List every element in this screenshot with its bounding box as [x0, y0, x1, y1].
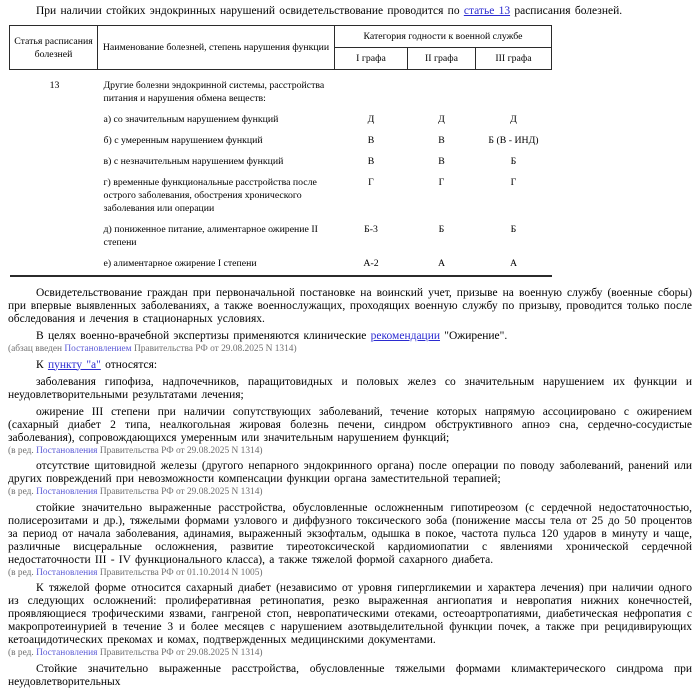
header-grafa-1: I графа: [335, 48, 408, 70]
punkt-a-link[interactable]: пункту "а": [47, 358, 101, 371]
note-text-pre: (в ред.: [8, 445, 37, 456]
grafa-2-cell: Д: [438, 114, 445, 125]
schitovidka-paragraph: отсутствие щитовидной железы (другого непарного эндокринного органа) после операции по поводу заболеваний, ранений или других повреждений при невозможности компенсации функции органа заместительной терапией;: [8, 460, 692, 485]
note-text-post: Правительства РФ от 29.08.2025 N 1314): [97, 445, 263, 456]
intro-paragraph: [8, 5, 692, 18]
intro-text-pre: При наличии стойких эндокринных нарушений освидетельствование проводится по: [36, 5, 464, 17]
edit-note: [8, 648, 692, 659]
disease-name-cell: д) пониженное питание, алиментарное ожирение II степени: [103, 224, 318, 248]
table-row: [10, 113, 552, 134]
grafa-2-cell: В: [438, 135, 445, 146]
grafa-3-cell: Г: [510, 177, 517, 188]
grafa-1-cell: [335, 70, 408, 114]
disease-name-cell: Другие болезни эндокринной системы, расстройства питания и нарушения обмена веществ:: [103, 80, 325, 104]
grafa-3-cell: [476, 70, 552, 114]
note-text-pre: (в ред.: [8, 567, 37, 578]
table-row: [10, 70, 552, 114]
article-number-cell: [10, 223, 98, 257]
table-row: [10, 155, 552, 176]
note-text-pre: (в ред.: [8, 487, 37, 497]
recommendations-link[interactable]: рекомендации: [370, 330, 441, 342]
header-grafa-3: III графа: [476, 48, 552, 70]
gipofiz-paragraph: заболевания гипофиза, надпочечников, паращитовидных и половых желез со значительным нарушением их функции и неудовлетворительными результатами лечения;: [8, 375, 692, 401]
recommendations-paragraph: [8, 330, 692, 343]
grafa-1-cell: Б-3: [364, 224, 378, 235]
note-text-pre: (в ред.: [8, 648, 37, 658]
grafa-1-cell: А-2: [335, 257, 408, 276]
table-row: [10, 176, 552, 223]
grafa-1-cell: В: [367, 156, 375, 167]
postanovlenie-link[interactable]: Постановлением: [64, 344, 132, 354]
grafa-1-cell: Д: [367, 114, 375, 125]
grafa-3-cell: А: [476, 257, 552, 276]
postanovlenie-link[interactable]: Постановления: [36, 487, 98, 497]
recommendations-text-pre: В целях военно-врачебной экспертизы применяются клинические: [36, 330, 371, 342]
grafa-2-cell: Г: [438, 177, 445, 188]
ozhirenie-paragraph: ожирение III степени при наличии сопутствующих заболеваний, течение которых напрямую ассоциировано с ожирением (сахарный диабет 2 типа, неалкогольная жировая болезнь печени, синдром обструктивного апноэ сна, сердечно-сосудистые заболевания), сопровождающихся умеренным или значительным нарушением функций;: [8, 405, 692, 444]
header-grafa-2: II графа: [408, 48, 476, 70]
article-number-cell: [10, 257, 98, 276]
grafa-3-cell: Б: [510, 224, 517, 235]
article-number-cell: [10, 176, 98, 223]
postanovlenie-link[interactable]: Постановления: [36, 445, 98, 456]
grafa-3-cell: Б (В - ИНД): [488, 135, 539, 146]
grafa-2-cell: [408, 70, 476, 114]
klimakt-paragraph: Стойкие значительно выраженные расстройства, обусловленные тяжелыми формами климактерического синдрома при неудовлетворительных: [8, 662, 692, 688]
edit-note: [8, 446, 692, 457]
header-disease-name-column: Наименование болезней, степень нарушения функции: [98, 26, 335, 70]
rasstroystva-paragraph: стойкие значительно выраженные расстройства, обусловленные осложненным гипотиреозом (с сердечной недостаточностью, полисерозитами и др.), тяжелыми формами узлового и диффузного токсического зоба (понижение массы тела от 25 до 50 процентов за период от начала заболевания, адинамия, выраженный экзофтальм, одышка в покое, частота пульса 120 ударов в минуту и чаще, различные висцеральные осложнения, развитие тиреотоксической кардиомиопатии с явлениями хронической сердечной недостаточности III - IV функционального класса), а также тяжелой формой сахарного диабета.: [8, 501, 692, 566]
note-text-post: Правительства РФ от 29.08.2025 N 1314): [97, 648, 263, 658]
table-row: [10, 223, 552, 257]
note-text-pre: (абзац введен: [8, 344, 65, 354]
disease-schedule-table: [9, 25, 552, 277]
diabet-paragraph: К тяжелой форме относится сахарный диабет (независимо от уровня гипергликемии и характера лечения) при наличии одного из следующих осложнений: пролиферативная ретинопатия, резко выраженная ангиопатия и невропатия нижних конечностей, проявляющиеся трофическими язвами, гангреной стоп, невропатическими отеками, остеоартропатиями, диабетическая нефропатия с макропротеинурией в течение 3 и более месяцев с нарушением азотвыделительной функции почек, а также при рецидивирующих кетоацидотических прекомах и комах, подтвержденных медицинскими документами.: [8, 582, 692, 646]
disease-name-cell: г) временные функциональные расстройства после острого заболевания, обострения хронического заболевания или операции: [103, 177, 317, 214]
intro-text-post: расписания болезней.: [510, 5, 623, 17]
table-row: [10, 257, 552, 276]
disease-name-cell: б) с умеренным нарушением функций: [103, 135, 263, 146]
punkt-a-paragraph: [8, 359, 692, 372]
header-article-column: Статья расписания болезней: [10, 26, 98, 70]
postanovlenie-link[interactable]: Постановления: [36, 648, 98, 658]
article-number-cell: [10, 113, 98, 134]
edit-note: [8, 568, 692, 579]
edit-note: [8, 344, 692, 355]
disease-name-cell: в) с незначительным нарушением функций: [103, 156, 284, 167]
edit-note: [8, 487, 692, 498]
table-row: [10, 134, 552, 155]
article-13-link[interactable]: статье 13: [463, 5, 511, 17]
grafa-1-cell: Г: [368, 177, 374, 188]
header-fitness-category: Категория годности к военной службе: [335, 26, 552, 48]
postanovlenie-link[interactable]: Постановления: [36, 567, 98, 578]
article-number-cell: [10, 155, 98, 176]
grafa-2-cell: А: [408, 257, 476, 276]
article-number-cell: 13: [49, 80, 60, 91]
note-text-post: Правительства РФ от 29.08.2025 N 1314): [131, 344, 297, 354]
note-text-post: Правительства РФ от 01.10.2014 N 1005): [97, 567, 263, 578]
recommendations-text-post: "Ожирение".: [440, 330, 508, 342]
punkt-a-text-pre: К: [36, 358, 48, 371]
examination-paragraph: Освидетельствование граждан при первоначальной постановке на воинский учет, призыве на военную службу (военные сборы) при впервые выявленных заболеваниях, а также военнослужащих, проходящих военную службу по призыву, проводится только после обследования и лечения в стационарных условиях.: [8, 287, 692, 325]
grafa-3-cell: Б: [510, 156, 517, 167]
disease-name-cell: а) со значительным нарушением функций: [103, 114, 279, 125]
grafa-2-cell: В: [438, 156, 445, 167]
punkt-a-text-post: относятся:: [100, 358, 158, 371]
grafa-3-cell: Д: [510, 114, 517, 125]
article-number-cell: [10, 134, 98, 155]
grafa-1-cell: В: [367, 135, 375, 146]
note-text-post: Правительства РФ от 29.08.2025 N 1314): [97, 487, 263, 497]
grafa-2-cell: Б: [438, 224, 445, 235]
disease-name-cell: е) алиментарное ожирение I степени: [98, 257, 335, 276]
